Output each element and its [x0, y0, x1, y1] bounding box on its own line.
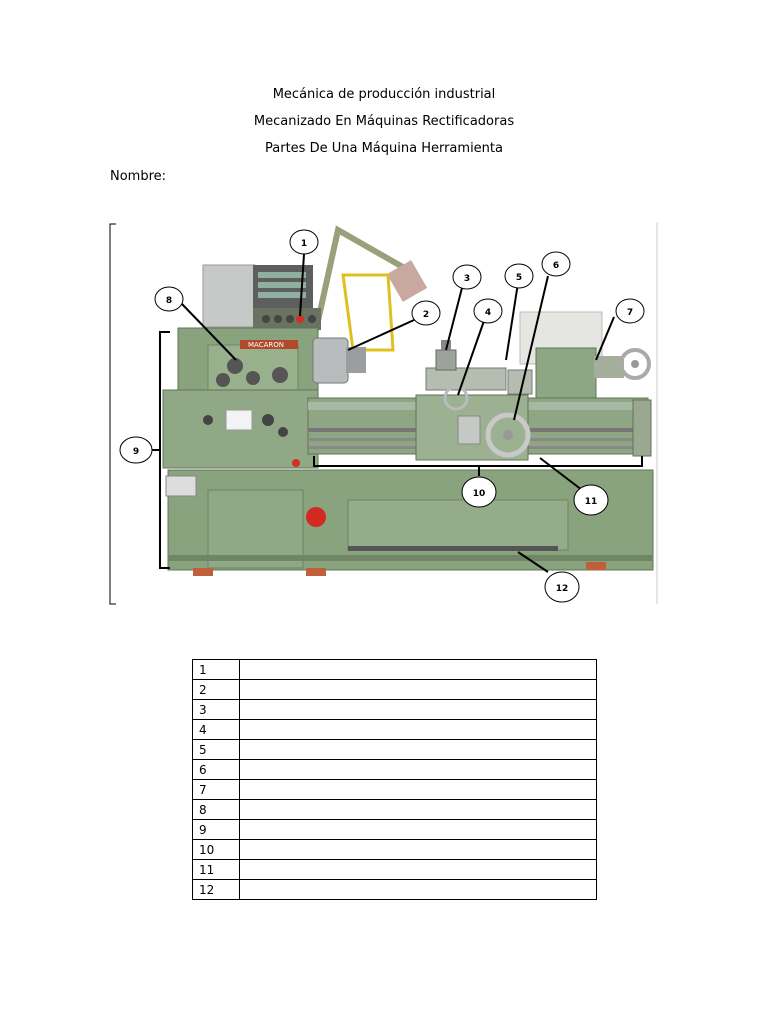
worksheet-title: Partes De Una Máquina Herramienta	[265, 141, 503, 156]
answer-cell[interactable]	[240, 760, 597, 780]
table-row	[193, 760, 597, 780]
answer-cell[interactable]	[240, 780, 597, 800]
table-row	[193, 780, 597, 800]
row-number: 7	[193, 780, 240, 800]
row-number: 2	[193, 680, 240, 700]
table-row	[193, 720, 597, 740]
callout-5-label: 5	[515, 273, 523, 283]
callout-1-label: 1	[300, 239, 308, 249]
row-number: 10	[193, 840, 240, 860]
brand-label: MACARON	[248, 341, 284, 349]
row-number: 4	[193, 720, 240, 740]
subject-title: Mecanizado En Máquinas Rectificadoras	[253, 114, 515, 129]
course-title: Mecánica de producción industrial	[272, 87, 496, 102]
callout-4-label: 4	[484, 308, 492, 318]
table-row	[193, 880, 597, 900]
callout-8	[155, 287, 183, 311]
callout-12	[545, 572, 579, 602]
row-number: 1	[193, 660, 240, 680]
answer-cell[interactable]	[240, 840, 597, 860]
table-row	[193, 820, 597, 840]
table-row	[193, 860, 597, 880]
answer-cell[interactable]	[240, 880, 597, 900]
row-number: 3	[193, 700, 240, 720]
callout-2-label: 2	[422, 310, 430, 320]
row-number: 5	[193, 740, 240, 760]
answer-cell[interactable]	[240, 740, 597, 760]
callout-8-label: 8	[165, 296, 173, 306]
table-row	[193, 680, 597, 700]
name-label: Nombre:	[110, 169, 167, 184]
answer-cell[interactable]	[240, 820, 597, 840]
callout-3-label: 3	[463, 274, 471, 284]
row-number: 12	[193, 880, 240, 900]
callout-5	[505, 264, 533, 288]
callout-2	[412, 301, 440, 325]
row-number: 8	[193, 800, 240, 820]
callout-1	[290, 230, 318, 254]
callout-9-label: 9	[132, 447, 140, 457]
callout-11	[574, 485, 608, 515]
callout-7-label: 7	[626, 308, 634, 318]
row-number: 11	[193, 860, 240, 880]
callout-6-label: 6	[552, 261, 560, 271]
answer-cell[interactable]	[240, 800, 597, 820]
callout-6	[542, 252, 570, 276]
callout-10	[462, 477, 496, 507]
answer-cell[interactable]	[240, 660, 597, 680]
callout-3	[453, 265, 481, 289]
lathe-figure	[108, 220, 660, 606]
answer-cell[interactable]	[240, 860, 597, 880]
row-number: 9	[193, 820, 240, 840]
answer-cell[interactable]	[240, 680, 597, 700]
callout-4	[474, 299, 502, 323]
callout-7	[616, 299, 644, 323]
table-row	[193, 840, 597, 860]
table-row	[193, 740, 597, 760]
table-row	[193, 660, 597, 680]
answer-cell[interactable]	[240, 720, 597, 740]
callout-11-label: 11	[584, 497, 598, 507]
callout-10-label: 10	[472, 489, 486, 499]
lathe-illustration	[108, 220, 660, 606]
parts-answer-table	[192, 659, 597, 900]
row-number: 6	[193, 760, 240, 780]
callout-12-label: 12	[555, 584, 569, 594]
table-row	[193, 700, 597, 720]
answer-cell[interactable]	[240, 700, 597, 720]
callout-9	[120, 437, 152, 463]
table-row	[193, 800, 597, 820]
